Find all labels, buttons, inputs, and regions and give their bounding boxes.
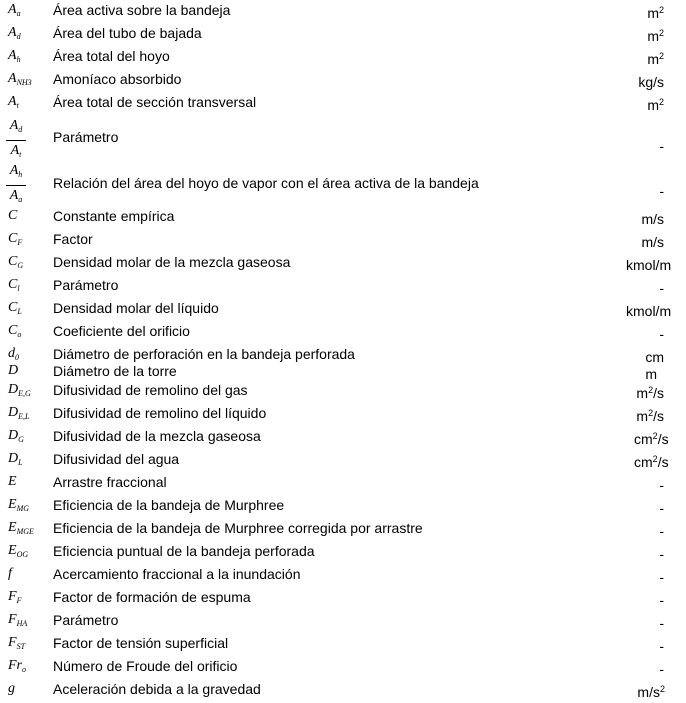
symbol: $D_L$ xyxy=(8,451,23,467)
symbol: $C_L$ xyxy=(8,300,22,316)
symbol: D xyxy=(8,363,19,378)
fraction-symbol: $A_d$ $A_t$ xyxy=(6,118,26,163)
symbol: $E_{MGE}$ xyxy=(8,520,34,536)
description: Diámetro de la torre xyxy=(53,363,177,379)
unit: - xyxy=(659,569,664,585)
symbol: $E_{MG}$ xyxy=(8,497,30,513)
table-row xyxy=(0,496,686,518)
description: Área total del hoyo xyxy=(53,48,170,64)
description: Factor de formación de espuma xyxy=(53,589,251,605)
description: Constante empírica xyxy=(53,208,175,224)
description: Coeficiente del orificio xyxy=(53,323,190,339)
table-row xyxy=(0,473,686,495)
table-row xyxy=(0,611,686,633)
unit: $m/s^2$ xyxy=(637,684,665,700)
unit: - xyxy=(659,638,664,654)
symbol: f xyxy=(8,566,12,581)
symbol: $C_F$ xyxy=(8,231,23,247)
table-row xyxy=(0,588,686,610)
unit: - xyxy=(659,615,664,631)
table-row xyxy=(0,207,686,229)
unit: m xyxy=(645,366,657,382)
unit: - xyxy=(659,500,664,516)
table-row xyxy=(0,565,686,587)
symbol: E xyxy=(8,474,17,489)
table-row xyxy=(0,542,686,564)
description: Eficiencia puntual de la bandeja perforada xyxy=(53,543,315,559)
table-row xyxy=(0,427,686,449)
unit: $m^2$ xyxy=(647,97,664,113)
unit: - xyxy=(659,280,664,296)
unit: - xyxy=(659,661,664,677)
description: Factor de tensión superficial xyxy=(53,635,229,651)
symbol: C xyxy=(8,208,18,223)
table-row xyxy=(0,24,686,46)
table-row xyxy=(0,1,686,23)
unit: $m^2/s$ xyxy=(636,385,664,401)
description: Difusividad de remolino del gas xyxy=(53,382,248,398)
description: Difusividad de la mezcla gaseosa xyxy=(53,428,261,444)
description: Densidad molar del líquido xyxy=(53,300,219,316)
table-row xyxy=(0,680,686,702)
description: Acercamiento fraccional a la inundación xyxy=(53,566,301,582)
description: Difusividad del agua xyxy=(53,451,180,467)
symbol: $D_G$ xyxy=(8,428,24,444)
table-row-fraction xyxy=(0,118,686,158)
unit: $m^2$ xyxy=(647,5,664,21)
symbol: $A_a$ xyxy=(8,2,21,18)
description: Relación del área del hoyo de vapor con el área activa de la bandeja xyxy=(53,175,479,191)
description: Número de Froude del orificio xyxy=(53,658,238,674)
symbol: $D_{E,L}$ xyxy=(8,405,30,421)
table-row xyxy=(0,70,686,92)
unit: m/s xyxy=(641,211,664,227)
symbol: $F_F$ xyxy=(8,589,22,605)
table-row-fraction xyxy=(0,163,686,203)
description: Aceleración debida a la gravedad xyxy=(53,681,261,697)
symbol: $E_{OG}$ xyxy=(8,543,29,559)
table-row xyxy=(0,381,686,403)
table-row xyxy=(0,519,686,541)
unit: kg/s xyxy=(638,74,664,90)
unit: kmol/m xyxy=(626,303,672,319)
unit: $m^2/s$ xyxy=(636,408,664,424)
description: Arrastre fraccional xyxy=(53,474,167,490)
table-row xyxy=(0,47,686,69)
unit: $cm^2/s$ xyxy=(634,454,669,470)
unit: - xyxy=(659,183,664,199)
symbol: $A_{NH3}$ xyxy=(8,71,32,87)
unit: kmol/m xyxy=(626,257,672,273)
unit: $cm^2/s$ xyxy=(634,431,669,447)
symbol: g xyxy=(8,681,15,696)
description: Área del tubo de bajada xyxy=(53,25,202,41)
description: Densidad molar de la mezcla gaseosa xyxy=(53,254,291,270)
table-row xyxy=(0,299,686,321)
fraction-symbol: $A_h$ $A_a$ xyxy=(6,163,26,208)
unit: cm xyxy=(645,349,664,365)
description: Área total de sección transversal xyxy=(53,94,257,110)
description: Parámetro xyxy=(53,612,119,628)
description: Parámetro xyxy=(53,277,119,293)
description: Amoníaco absorbido xyxy=(53,71,182,87)
table-row xyxy=(0,404,686,426)
unit: $m^2$ xyxy=(647,28,664,44)
table-row xyxy=(0,634,686,656)
table-row xyxy=(0,93,686,115)
description: Área activa sobre la bandeja xyxy=(53,2,231,18)
symbol: $F_{HA}$ xyxy=(8,612,28,628)
table-row xyxy=(0,450,686,472)
table-row xyxy=(0,276,686,298)
description: Difusividad de remolino del líquido xyxy=(53,405,267,421)
unit: - xyxy=(659,546,664,562)
description: Factor xyxy=(53,231,93,247)
symbol: $A_t$ xyxy=(8,94,19,110)
symbol: $C_l$ xyxy=(8,277,20,293)
table-row xyxy=(0,322,686,344)
symbol: $C_o$ xyxy=(8,323,22,339)
unit: $m^2$ xyxy=(647,51,664,67)
symbol: $C_G$ xyxy=(8,254,24,270)
table-row xyxy=(0,253,686,275)
description: Diámetro de perforación en la bandeja perforada xyxy=(53,346,355,362)
unit: - xyxy=(659,326,664,342)
symbol: $A_h$ xyxy=(8,48,21,64)
unit: - xyxy=(659,523,664,539)
description: Eficiencia de la bandeja de Murphree xyxy=(53,497,285,513)
table-row xyxy=(0,657,686,679)
symbol: $d_0$ xyxy=(8,346,19,362)
description: Parámetro xyxy=(53,129,119,145)
table-row xyxy=(0,230,686,252)
description: Eficiencia de la bandeja de Murphree corregida por arrastre xyxy=(53,520,423,536)
symbol: $D_{E,G}$ xyxy=(8,382,31,398)
unit: - xyxy=(659,138,664,154)
symbol: $Fr_o$ xyxy=(8,658,26,674)
symbol: $F_{ST}$ xyxy=(8,635,26,651)
unit: - xyxy=(659,592,664,608)
unit: - xyxy=(659,477,664,493)
symbol: $A_d$ xyxy=(8,25,21,41)
unit: m/s xyxy=(641,234,664,250)
